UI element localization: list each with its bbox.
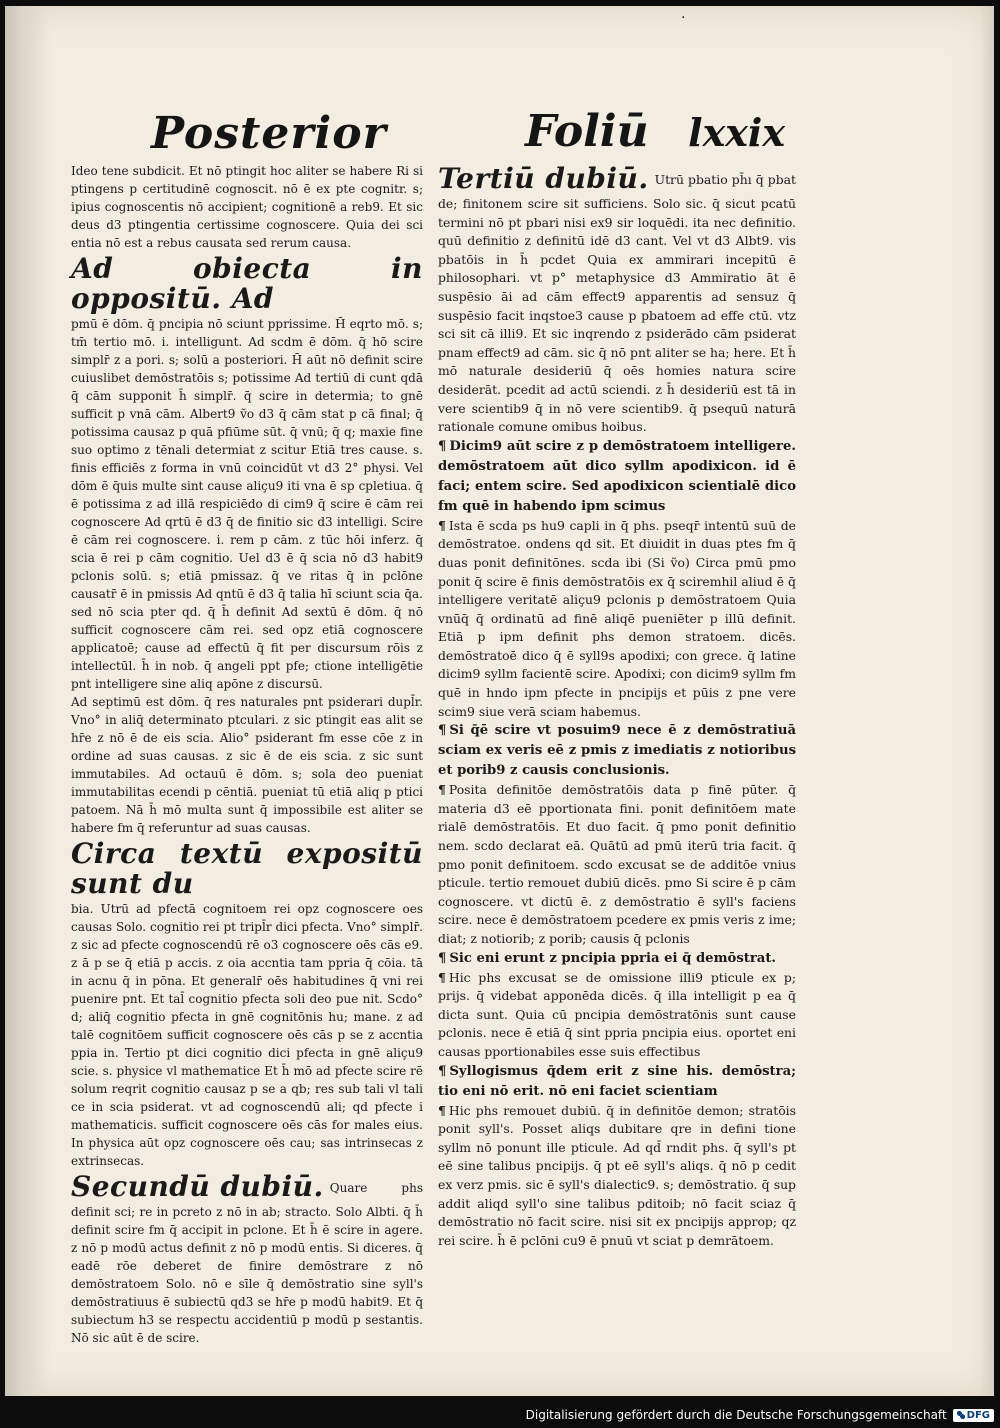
- text-paragraph: [438, 162, 796, 437]
- footer-text: Digitalisierung gefördert durch die Deutsche Forschungsgemeinschaft: [525, 1408, 947, 1422]
- page-gutter-shadow: [5, 6, 51, 1396]
- running-head-folium: Foliū: [525, 106, 649, 157]
- paragraph-body: Quare phs definit sci; re in pcreto z nō in ab; stracto. Solo Albti. q̄ h̄ definit scire fm q̄ accipit in pclone. Et h̄ ē scire in agere. z nō p modū actus definit z nō p modū entis. Si diceres. q̄ eadē rōe deberet de finire demōstrare z nō demōstratoem Solo. nō e sīle q̄ demōstratio sine syll's demōstratiuus ē subiectū qd3 se hr̄e p modū habit9. Et q̄ subiectum h3 se respectu accidentiū p modū p sestantis. Nō sic aūt ē de scire.: [71, 1181, 423, 1345]
- commentary-text: Ista ē scda ps hu9 capli in q̄ phs. pseqr̄ intentū suū de demōstratoe. ondens qd sit. Et diuidit in duas ptes fm q̄ duas ponit definitōnes. scda ibi (Si ṽo) Circa pmū pmo ponit q̄ scire ē finis demōstratōis ex q̄ sciremhil aliud ē q̄ intelligere veritatē aliçu9 pclonis p demōstratoem Quia vnūq̄ q̄ ordinatū ad finē aliqē pueniēter p illū definit. Etiā p ipm definit phs demon stratoem. dicēs. demōstratoē dico q̄ ē syll9s apodixi; con grece. q̄ latine dicim9 syllm facientē scire. Apodixi; con dicim9 syllm fm quē in hndo ipm pfecte in pncipijs et pūis z pne vere scim9 siue verā sciam habemus.: [438, 517, 796, 719]
- pilcrow-icon: ¶: [438, 969, 446, 985]
- paragraph-body: Utrū pbatio ph̄ı q̄ pbat de; finitonem scire sit sufficiens. Solo sic. q̄ sicut pcatū termini nō pt pbari nisi ex9 sir loquēdi. ita nec definitio. quū definitio z definitū idē d3 cant. Vel vt d3 Albt9. vis pbatōis in h̄ pcdet Quia ex ammirari incepitū ē philosophari. vt p° metaphysice d3 Ammiratio āt ē suspēsio āi ad cām effect9 apparentis ad sensuz q̄ suspēsio facit inqstoe3 cause p pbatoem ad effe ctū. vtz sci sit cā illi9. Et sic inqrendo z psiderādo cām psiderat pnam effect9 ad cām. sic q̄ nō pnt aliter se ha; here. Et h̄ mō naturale desideriū q̄ oēs homies natura scire desiderāt. pcedit ad actū sciendi. z h̄ desideriū est tā in vere scientib9 q̄ in nō vere scientib9. q̄ psequū naturā rationale comune omibus hoibus.: [438, 172, 796, 435]
- right-text-column: [438, 162, 796, 1250]
- pilcrow-icon: ¶: [438, 723, 447, 739]
- pilcrow-icon: ¶: [438, 438, 447, 454]
- running-head-right: [525, 106, 785, 157]
- lemma-quotation: [438, 437, 796, 517]
- text-paragraph: Ad septimū est dōm. q̄ res naturales pnt psiderari dupl̄r. Vno° in aliq̄ determinato ptculari. z sic ptingit eas alit se hr̄e z nō ē de eis scia. Alio° psiderant fm esse cōe z in ordine ad suas causas. z sic ē de eis scia. z sic sunt immutabiles. Ad octauū ē dōm. s; sola deo pueniat immutabilitas ecendi p cēntiā. pueniat tū etiā aliq p ptici patoem. Nā h̄ mō multa sunt q̄ impossibile est aliter se habere fm q̄ referuntur ad suas causas.: [71, 695, 423, 835]
- page-edge-shadow: [980, 6, 994, 1396]
- commentary-text: Hic phs excusat se de omissione illi9 pticule ex p; prijs. q̄ videbat apponēda dicēs. q̄ illa intelligit p ea q̄ dicta sunt. Quia cū pncipia demōstratōnis sunt cause pclonis. nece ē etiā q̄ sint ppria pncipia eius. oportet eni causas pportionabiles esse suis effectibus: [438, 969, 796, 1059]
- dfg-logo: [953, 1409, 994, 1422]
- pilcrow-icon: ¶: [438, 1102, 446, 1118]
- text-paragraph: [71, 1170, 423, 1347]
- page-mark: .: [681, 6, 686, 22]
- dfg-logo-text: DFG: [966, 1409, 990, 1421]
- folio-number: lxxix: [688, 110, 785, 155]
- running-head-left: Posterior: [151, 108, 387, 159]
- commentary-paragraph: [438, 969, 796, 1062]
- commentary-paragraph: [438, 781, 796, 948]
- section-heading: Ad obiecta in oppositū. Ad: [71, 252, 423, 315]
- book-page: [5, 6, 994, 1396]
- pilcrow-icon: ¶: [438, 517, 446, 533]
- dfg-logo-icon: [957, 1411, 965, 1419]
- pilcrow-icon: ¶: [438, 950, 447, 966]
- section-heading: Circa textū expositū sunt du: [71, 837, 423, 900]
- lemma-quotation: [438, 1062, 796, 1102]
- lemma-text: Dicim9 aūt scire z p demōstratoem intelligere. demōstratoem aūt dico syllm apodixicon. id ē faci; entem scire. Sed apodixicon scientialē dico fm quē in habendo ipm scimus: [438, 438, 796, 514]
- commentary-text: Posita definitōe demōstratōis data p finē pūter. q̄ materia d3 eē pportionata fini. ponit definitōem mate rialē demōstratōis. Et duo facit. q̄ pmo ponit definitio nem. scdo declarat eā. Quātū ad pmū iterū tria facit. q̄ pmo ponit definitoem. scdo excusat se de additōe vnius pticule. tertio remouet dubiū dicēs. pmo Si scire ē p cām cognoscere. vt dictū ē. z demōstratio ē syll's faciens scire. nece ē demōstratoem pcedere ex pmis veris z ime; diat; z notiorib; z porib; causis q̄ pclonis: [438, 782, 796, 946]
- commentary-text: Hic phs remouet dubiū. q̄ in definitōe demon; stratōis ponit syll's. Posset aliqs dubitare qre in defini tione syllm nō ponunt ille pticule. Ad qd̄ rndit phs. q̄ syll's pt eē sine talibus pncipijs. q̄ pt eē syll's aliqs. q̄ nō p cedit ex verz pmis. sic ē syll's dialectic9. s; demōstratio. q̄ sup addit aliqd syll'o sine talibus pditoib; nō facit sciaz q̄ demōstratio nō facit scire. nisi sit ex pncipijs approp; qz rei scire. h̄ ē pclōni cu9 ē pnuū vt sciat p demrātoem.: [438, 1102, 796, 1248]
- lemma-quotation: [438, 721, 796, 781]
- section-heading: Secundū dubiū.: [71, 1170, 324, 1203]
- lemma-text: Si q̄ē scire vt posuim9 nece ē z demōstratiuā sciam ex veris eē z pmis z imediatis z notioribus et porib9 z causis conclusionis.: [438, 723, 796, 779]
- lemma-quotation: [438, 949, 796, 969]
- left-text-column: [71, 162, 423, 1347]
- text-paragraph: pmū ē dōm. q̄ pncipia nō sciunt pprissime. H̄ eqrto mō. s; tm̄ tertio mō. i. intelligunt. Ad scdm ē dōm. q̄ hō scire simplr̄ z a pori. s; solū a posteriori. H̄ aūt nō definit scire cuiuslibet demōstratōis s; potissime Ad tertiū di cunt qdā q̄ cām supponit h̄ simplr̄. q̄ scire in determia; to gnē sufficit p vnā cām. Albert9 ṽo d3 q̄ cām stat p cā final; q̄ potissima causaz p quā pfiūme sūt. q̄ vnū; q̄ q; maxie fine suo optimo z tēnali determiat z scitur Etiā tres cause. s. finis efficiēs z forma in vnū coincidūt vt d3 2° physi. Vel dōm ē q̄uis multe sint cause aliçu9 iti vna ē sp cpletiua. q̄ ē potissima z ad illā respiciēdo di cim9 q̄ scire ē cām rei cognoscere Ad qrtū ē d3 q̄ de finitio sic d3 intelligi. Scire ē cām rei cognoscere. i. rem p cām. z tūc hōi inferz. q̄ scia ē rei p cām cognitio. Uel d3 ē q̄ scia nō d3 habit9 pclonis solū. s; etiā pmissaz. q̄ ve ritas q̄ in pclōne causatr̄ ē in pmissis Ad qntū ē d3 q̄ talia hī sciunt scia q̄a. sed nō scia pter qd. q̄ h̄ definit Ad sextū ē dōm. q̄ nō sufficit cognoscere cām rei. sed opz etiā cognoscere applicatoē; cause ad effectū q̄ fit per discursum rōis z intellectūl. h̄ in nob. q̄ angeli ppt pfe; ctione intelligētie pnt intelligere sine aliq apōne z discursū.: [71, 317, 423, 691]
- commentary-paragraph: [438, 517, 796, 722]
- lemma-text: Syllogismus q̄dem erit z sine his. demōstra; tio eni nō erit. nō eni faciet scientiam: [438, 1063, 796, 1099]
- section-heading: Tertiū dubiū.: [438, 162, 649, 195]
- digitization-footer: [526, 1408, 994, 1422]
- commentary-paragraph: [438, 1102, 796, 1251]
- lemma-text: Sic eni erunt z pncipia ppria ei q̄ demōstrat.: [449, 950, 777, 966]
- text-paragraph: bia. Utrū ad pfectā cognitoem rei opz cognoscere oes causas Solo. cognitio rei pt tripl̄r dici pfecta. Vno° simplr̄. z sic ad pfecte cognoscendū rē o3 cognoscere oēs cās e9. z ā p se q̄ etiā p accis. z oia accntia tam ppria q̄ cōia. tā in acnu q̄ in pōna. Et generalr̄ oēs habitudines q̄ vni rei puenire pnt. Et tal̄ cognitio pfecta soli deo pue nit. Scdo° d; aliq̄ cognitio pfecta in gnē cognitōnis hu; mane. z ad talē cognitōem sufficit cognoscere oēs cās p se z accntia ppia in. Tertio pt dici cognitio dici pfecta in gnē aliçu9 scie. s. physice vl mathematice Et h̄ mō ad pfecte scire rē solum reqrit cognitio causaz p se a qb; res sub tali vl tali ce in scia psiderat. vt ad cognoscendū ali; qd pfecte i mathematicis. sufficit cognoscere oēs cās for males eius. In physica aūt opz cognoscere oēs cau; sas intrinsecas z extrinsecas.: [71, 902, 423, 1168]
- pilcrow-icon: ¶: [438, 1063, 447, 1079]
- text-paragraph: Ideo tene subdicit. Et nō ptingit hoc aliter se habere Ri si ptingens p certitudinē cognoscit. nō ē ex pte cognitr. s; ipius cognoscentis nō accipient; cognitionē a reb9. Et sic deus d3 ptingentia certissime cognoscere. Quia dei sci entia nō est a rebus causata sed rerum causa.: [71, 164, 423, 250]
- pilcrow-icon: ¶: [438, 782, 446, 798]
